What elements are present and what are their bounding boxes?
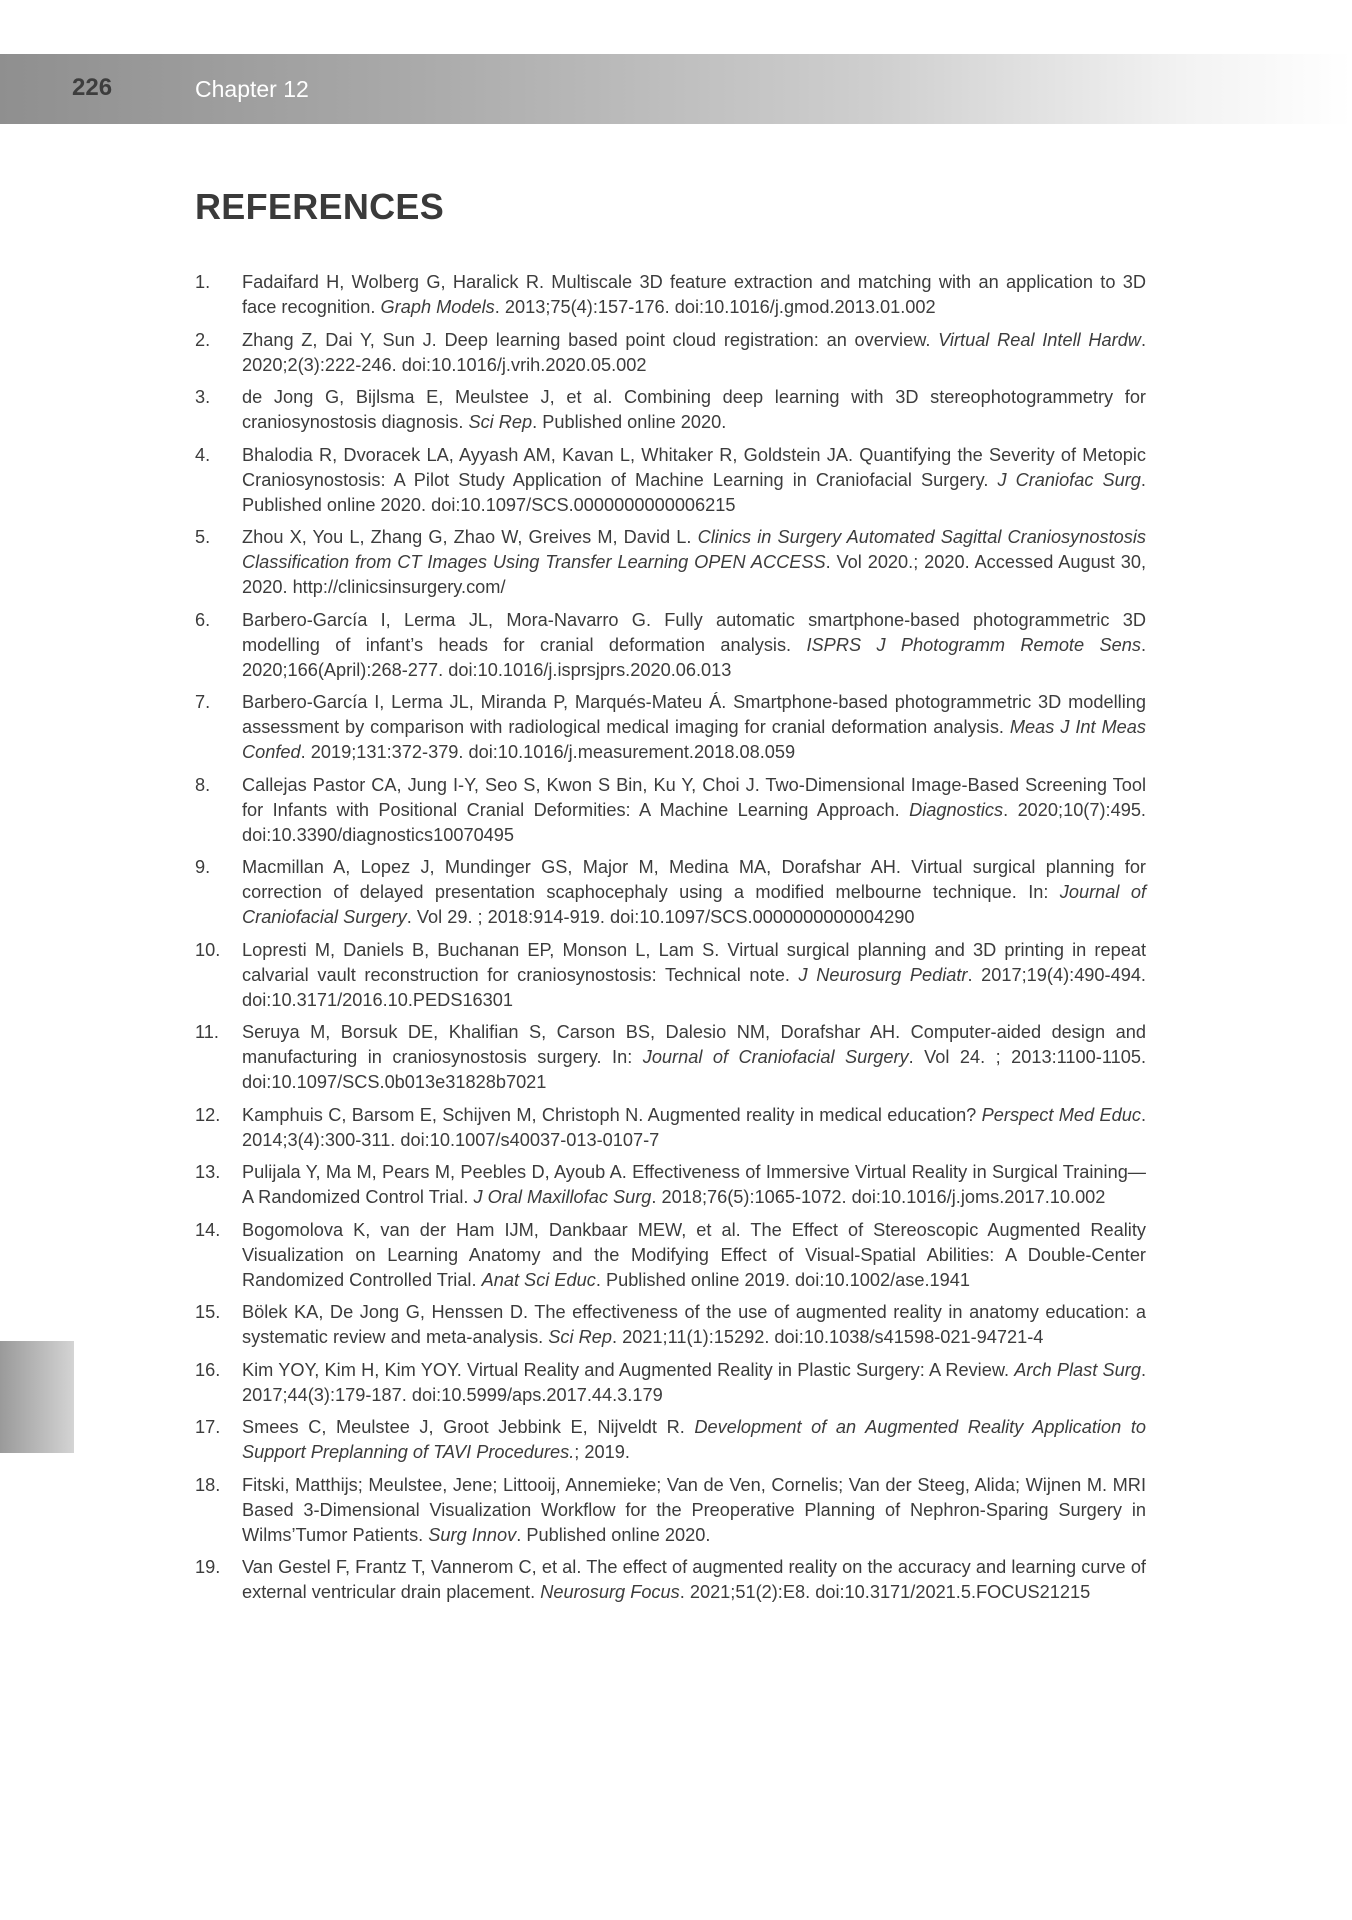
reference-text-segment: Kamphuis C, Barsom E, Schijven M, Christoph N. Augmented reality in medical education? [242,1104,982,1125]
reference-item [195,1300,1146,1350]
reference-text-segment: . Vol 2020.; 2020. Accessed August 30, 2020. http://clinicsinsurgery.com/ [242,552,1146,597]
reference-item [195,608,1146,683]
reference-text [242,773,1146,848]
reference-number: 19. [195,1557,221,1577]
reference-text-segment: Kim YOY, Kim H, Kim YOY. Virtual Reality and Augmented Reality in Plastic Surgery: A Review. [242,1359,1015,1380]
journal-title: J Craniofac Surg [997,469,1141,490]
reference-text-segment: . Vol 24. ; 2013:1100-1105. doi:10.1097/SCS.0b013e31828b7021 [242,1047,1146,1092]
reference-list [195,270,1146,1613]
reference-number: 9. [195,857,211,877]
reference-item [195,1020,1146,1095]
reference-text [242,938,1146,1013]
reference-item [195,525,1146,600]
reference-text-segment: Bölek KA, De Jong G, Henssen D. The effectiveness of the use of augmented reality in anatomy education: a systematic review and meta-analysis. [242,1302,1146,1347]
reference-item [195,385,1146,435]
reference-text [242,1103,1146,1153]
reference-text-segment: . 2020;166(April):268-277. doi:10.1016/j.isprsjprs.2020.06.013 [242,634,1146,680]
reference-text [242,1300,1146,1350]
reference-text [242,385,1146,435]
reference-text [242,443,1146,518]
reference-item [195,328,1146,378]
reference-number: 14. [195,1219,221,1240]
reference-text-segment: de Jong G, Bijlsma E, Meulstee J, et al. Combining deep learning with 3D stereophotogrammetry for craniosynostosis diagnosis. [242,387,1146,432]
reference-text-segment: . 2021;51(2):E8. doi:10.3171/2021.5.FOCUS21215 [679,1582,1091,1602]
reference-number: 18. [195,1474,221,1495]
reference-text-segment: Callejas Pastor CA, Jung I-Y, Seo S, Kwon S Bin, Ku Y, Choi J. Two-Dimensional Image-Based Screening Tool for Infants with Positional Cranial Deformities: A Machine Learning Approach. [242,774,1146,820]
reference-text-segment: Macmillan A, Lopez J, Mundinger GS, Major M, Medina MA, Dorafshar AH. Virtual surgical planning for correction of delayed presentation scaphocephaly using a modified melbourne technique. In: [242,857,1146,902]
reference-text [242,525,1146,600]
reference-item [195,855,1146,930]
reference-text-segment: Barbero-García I, Lerma JL, Mora-Navarro G. Fully automatic smartphone-based photogrammetric 3D modelling of infant’s heads for cranial deformation analysis. [242,609,1146,655]
journal-title: J Oral Maxillofac Surg [473,1187,652,1207]
page-number: 226 [72,74,113,101]
reference-text-segment: Bhalodia R, Dvoracek LA, Ayyash AM, Kavan L, Whitaker R, Goldstein JA. Quantifying the Severity of Metopic Craniosynostosis: A Pilot Study Application of Machine Learning in Craniofacial Surgery. [242,444,1146,490]
reference-text [242,855,1146,930]
reference-text-segment: Fadaifard H, Wolberg G, Haralick R. Multiscale 3D feature extraction and matching with an application to 3D face recognition. [242,272,1146,317]
reference-item [195,270,1146,320]
reference-text-segment: . Published online 2019. doi:10.1002/ase.1941 [595,1269,971,1290]
reference-text-segment: Barbero-García I, Lerma JL, Miranda P, Marqués-Mateu Á. Smartphone-based photogrammetric 3D modelling assessment by comparison with radiological medical imaging for cranial deformation analysis. [242,692,1146,737]
reference-item [195,1103,1146,1153]
reference-text-segment: . Published online 2020. [516,1524,711,1545]
journal-title: Sci Rep [468,412,533,432]
reference-number: 8. [195,774,211,795]
reference-item [195,1555,1146,1605]
reference-number: 5. [195,527,211,547]
reference-number: 6. [195,609,211,630]
reference-text-segment: . 2017;44(3):179-187. doi:10.5999/aps.2017.44.3.179 [242,1359,1146,1405]
journal-title: Development of an Augmented Reality Application to Support Preplanning of TAVI Procedures. [242,1417,1146,1462]
reference-number: 4. [195,444,211,465]
reference-text [242,690,1146,765]
reference-item [195,1218,1146,1293]
reference-item [195,1160,1146,1210]
reference-number: 7. [195,692,211,712]
journal-title: J Neurosurg Pediatr [798,964,968,985]
reference-text-segment: Bogomolova K, van der Ham IJM, Dankbaar MEW, et al. The Effect of Stereoscopic Augmented Reality Visualization on Learning Anatomy and the Modifying Effect of Visual-Spatial Abilities: A Double-Center Randomized Controlled Trial. [242,1219,1146,1290]
reference-text-segment: . Published online 2020. [532,412,727,432]
reference-item [195,1415,1146,1465]
reference-number: 15. [195,1302,221,1322]
reference-number: 2. [195,329,211,350]
reference-text [242,1020,1146,1095]
reference-text [242,1358,1146,1408]
reference-number: 17. [195,1417,221,1437]
reference-text-segment: ; 2019. [574,1442,630,1462]
reference-number: 16. [195,1359,221,1380]
reference-text-segment: Smees C, Meulstee J, Groot Jebbink E, Nijveldt R. [242,1417,695,1437]
journal-title: Virtual Real Intell Hardw [938,329,1141,350]
reference-text-segment: . 2020;2(3):222-246. doi:10.1016/j.vrih.2020.05.002 [242,329,1147,375]
reference-number: 1. [195,272,211,292]
reference-number: 10. [195,939,221,960]
journal-title: Journal of Craniofacial Surgery [642,1047,909,1067]
reference-text-segment: . 2019;131:372-379. doi:10.1016/j.measurement.2018.08.059 [300,742,796,762]
reference-text-segment: . 2020;10(7):495. doi:10.3390/diagnostics10070495 [242,799,1146,845]
section-heading: REFERENCES [195,186,445,227]
reference-text-segment: Lopresti M, Daniels B, Buchanan EP, Monson L, Lam S. Virtual surgical planning and 3D printing in repeat calvarial vault reconstruction for craniosynostosis: Technical note. [242,939,1146,985]
reference-text-segment: . 2021;11(1):15292. doi:10.1038/s41598-021-94721-4 [611,1327,1044,1347]
journal-title: Perspect Med Educ [981,1104,1141,1125]
reference-item [195,690,1146,765]
journal-title: Graph Models [380,297,495,317]
reference-text [242,1218,1146,1293]
reference-text [242,1473,1146,1548]
journal-title: Clinics in Surgery Automated Sagittal Craniosynostosis Classification from CT Images Using Transfer Learning OPEN ACCESS [242,527,1146,572]
reference-text [242,1160,1146,1210]
journal-title: Neurosurg Focus [540,1582,680,1602]
reference-text [242,1555,1146,1605]
journal-title: Sci Rep [548,1327,612,1347]
reference-text-segment: Zhang Z, Dai Y, Sun J. Deep learning based point cloud registration: an overview. [242,329,939,350]
journal-title: Meas J Int Meas Confed [242,717,1146,762]
reference-text-segment: . Vol 29. ; 2018:914-919. doi:10.1097/SCS.0000000000004290 [406,907,915,927]
reference-text [242,608,1146,683]
reference-text-segment: . 2014;3(4):300-311. doi:10.1007/s40037-013-0107-7 [242,1104,1146,1150]
chapter-title: Chapter 12 [195,76,309,102]
reference-text-segment: . 2013;75(4):157-176. doi:10.1016/j.gmod.2013.01.002 [494,297,936,317]
reference-item [195,938,1146,1013]
reference-text-segment: Van Gestel F, Frantz T, Vannerom C, et al. The effect of augmented reality on the accuracy and learning curve of external ventricular drain placement. [242,1557,1146,1602]
reference-item [195,1358,1146,1408]
reference-item [195,773,1146,848]
reference-number: 13. [195,1162,221,1182]
reference-text-segment: . 2018;76(5):1065-1072. doi:10.1016/j.joms.2017.10.002 [651,1187,1106,1207]
journal-title: Journal of Craniofacial Surgery [242,882,1146,927]
journal-title: Diagnostics [909,799,1004,820]
reference-text-segment: Fitski, Matthijs; Meulstee, Jene; Littooij, Annemieke; Van de Ven, Cornelis; Van der Steeg, Alida; Wijnen M. MRI Based 3-Dimensional Visualization Workflow for the Preoperative Planning of Nephron-Sparing Surgery in Wilms’Tumor Patients. [242,1474,1146,1545]
reference-text-segment: Seruya M, Borsuk DE, Khalifian S, Carson BS, Dalesio NM, Dorafshar AH. Computer-aided design and manufacturing in craniosynostosis surgery. In: [242,1022,1146,1067]
journal-title: Arch Plast Surg [1014,1359,1141,1380]
reference-number: 11. [195,1022,219,1042]
reference-text-segment: . Published online 2020. doi:10.1097/SCS.0000000000006215 [242,469,1146,515]
reference-number: 12. [195,1104,221,1125]
reference-text-segment: Pulijala Y, Ma M, Pears M, Peebles D, Ayoub A. Effectiveness of Immersive Virtual Reality in Surgical Training—A Randomized Control Trial. [242,1162,1146,1207]
reference-item [195,1473,1146,1548]
journal-title: Anat Sci Educ [481,1269,596,1290]
journal-title: ISPRS J Photogramm Remote Sens [806,634,1141,655]
reference-text-segment: . 2017;19(4):490-494. doi:10.3171/2016.10.PEDS16301 [242,964,1146,1010]
reference-text [242,328,1146,378]
reference-text [242,1415,1146,1465]
reference-text [242,270,1146,320]
reference-item [195,443,1146,518]
reference-text-segment: Zhou X, You L, Zhang G, Zhao W, Greives M, David L. [242,527,698,547]
chapter-side-tab [0,1341,74,1453]
journal-title: Surg Innov [428,1524,517,1545]
reference-number: 3. [195,387,211,407]
